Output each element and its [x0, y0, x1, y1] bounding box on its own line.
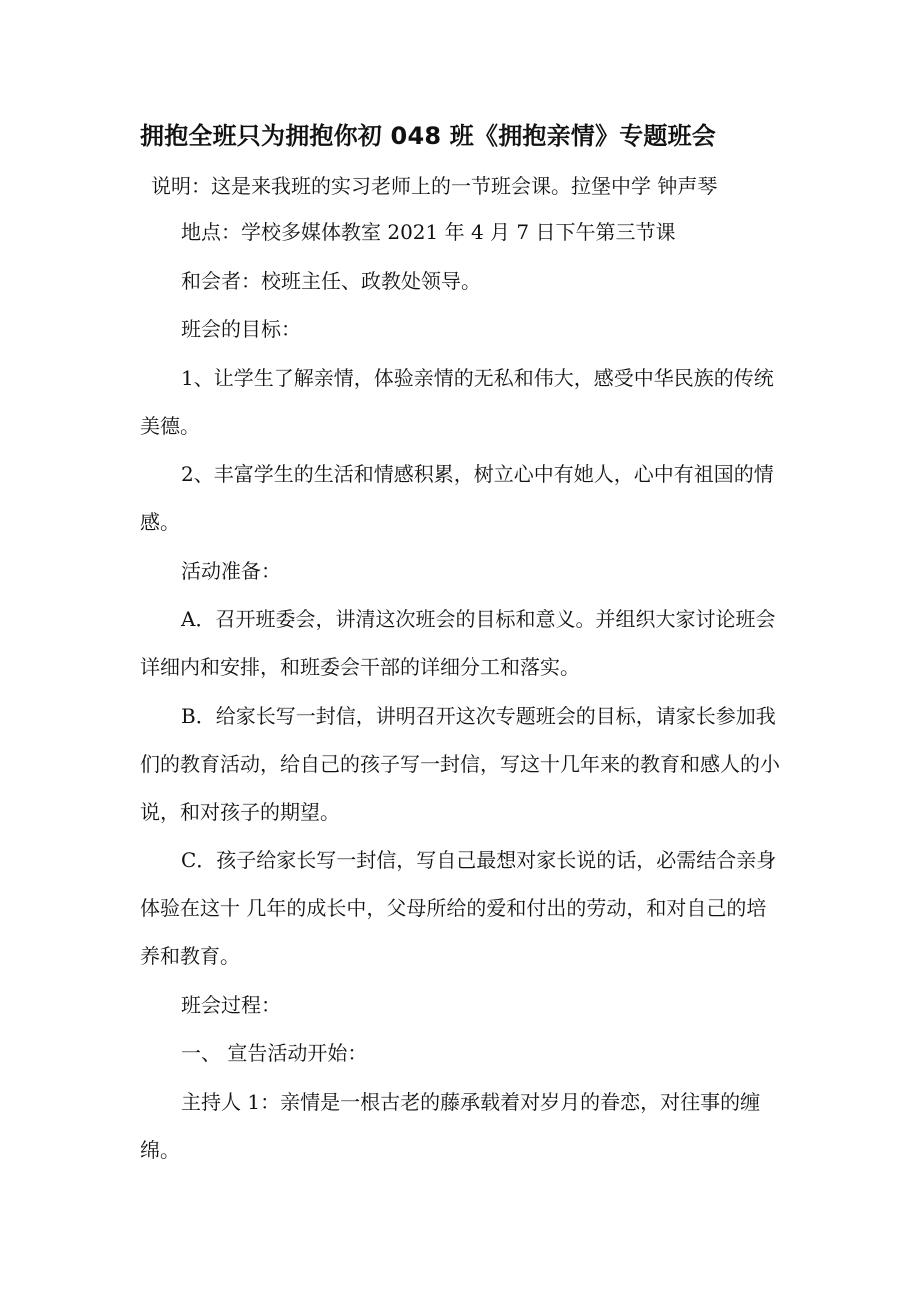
preparation-item-c: C．孩子给家长写一封信，写自己最想对家长说的话，必需结合亲身体验在这十 几年的成长中，父母所给的爱和付出的劳动，和对自己的培养和教育。 — [140, 848, 777, 968]
participants-line: 和会者：校班主任、政教处领导。 — [181, 269, 481, 293]
goals-heading: 班会的目标： — [181, 317, 301, 341]
goal-item-2: 2、丰富学生的生活和情感积累，树立心中有她人，心中有祖国的情感。 — [140, 462, 774, 534]
process-step-1: 一、 宣告活动开始： — [181, 1041, 368, 1065]
preparation-item-b: B．给家长写一封信，讲明召开这次专题班会的目标，请家长参加我们的教育活动，给自己的孩子写一封信，写这十几年来的教育和感人的小说，和对孩子的期望。 — [140, 704, 780, 824]
preparation-heading: 活动准备： — [181, 559, 281, 583]
document-title: 拥抱全班只为拥抱你初 048 班《拥抱亲情》专题班会 — [140, 122, 717, 150]
host-1-line: 主持人 1：亲情是一根古老的藤承载着对岁月的眷恋，对往事的缠绵。 — [140, 1090, 761, 1162]
process-heading: 班会过程： — [181, 993, 281, 1017]
preparation-item-a: A．召开班委会，讲清这次班会的目标和意义。并组织大家讨论班会详细内和安排，和班委会干部的详细分工和落实。 — [140, 607, 776, 679]
goal-item-1: 1、让学生了解亲情，体验亲情的无私和伟大，感受中华民族的传统美德。 — [140, 366, 774, 438]
location-line: 地点：学校多媒体教室 2021 年 4 月 7 日下午第三节课 — [181, 220, 676, 244]
explanation-note: 说明：这是来我班的实习老师上的一节班会课。拉堡中学 钟声琴 — [151, 174, 718, 198]
